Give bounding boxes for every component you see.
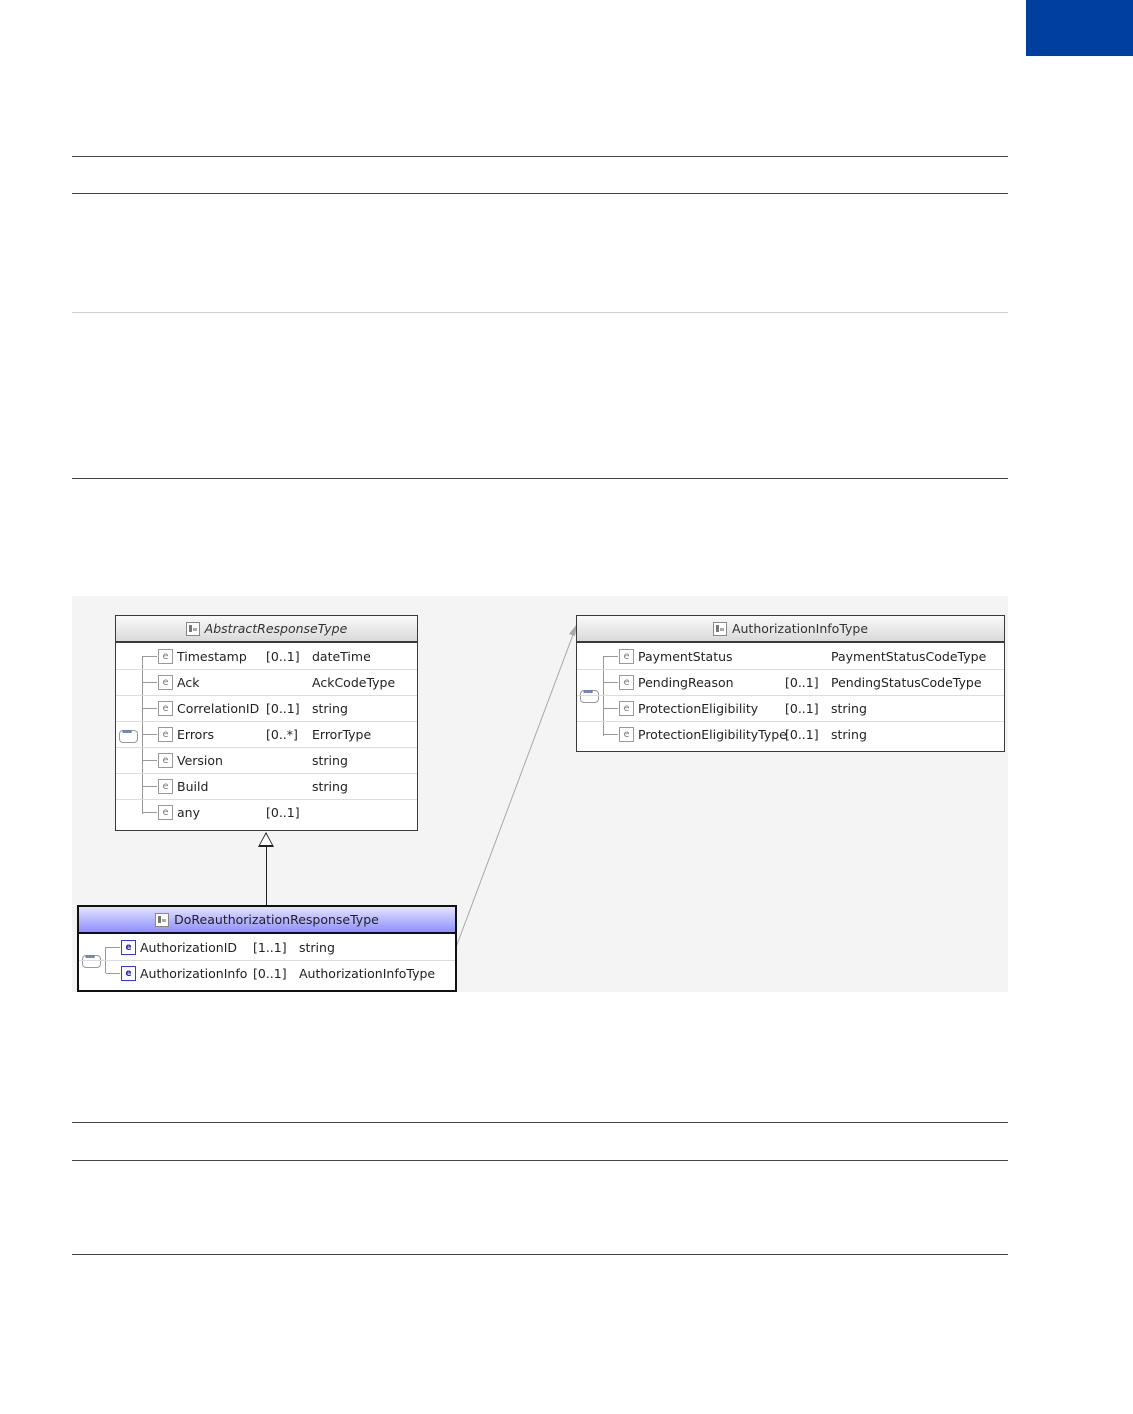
element-name: CorrelationID (177, 701, 260, 716)
table-rule-top-2 (72, 1122, 1008, 1123)
do-reauthorization-response-type-header (79, 907, 455, 934)
element-type: AuthorizationInfoType (299, 966, 436, 981)
table-rule-bottom-2 (72, 1254, 1008, 1255)
complex-type-icon (713, 622, 727, 636)
abstract-row-any[interactable] (116, 799, 417, 825)
table-rule-header (72, 193, 1008, 194)
info-row-pendingreason[interactable] (577, 669, 1004, 696)
element-type: string (312, 779, 348, 794)
element-type: string (312, 753, 348, 768)
info-row-protectioneligibilitytype[interactable] (577, 721, 1004, 747)
element-icon: e (619, 649, 634, 664)
authorization-info-type-title: AuthorizationInfoType (731, 621, 869, 636)
element-name: ProtectionEligibilityType (638, 727, 787, 742)
authorization-info-type-box[interactable] (576, 615, 1005, 752)
element-name: ProtectionEligibility (638, 701, 759, 716)
complex-type-icon (186, 622, 200, 636)
wildcard-element-icon: e (158, 805, 173, 820)
element-type: string (299, 940, 335, 955)
table-rule-row (72, 312, 1008, 313)
abstract-response-type-header (116, 616, 417, 643)
element-icon: e (619, 675, 634, 690)
element-icon: e (158, 779, 173, 794)
element-name: Errors (177, 727, 214, 742)
do-reauthorization-response-type-title: DoReauthorizationResponseType (174, 912, 379, 927)
element-cardinality: [0..1] (785, 727, 819, 742)
element-icon: e (158, 753, 173, 768)
element-icon: e (158, 701, 173, 716)
inheritance-arrow-icon (258, 832, 274, 847)
element-icon: e (158, 675, 173, 690)
element-icon: e (158, 649, 173, 664)
element-type: AckCodeType (312, 675, 396, 690)
element-type: PaymentStatusCodeType (831, 649, 987, 664)
table-rule-bottom (72, 478, 1008, 479)
table-rule-top (72, 156, 1008, 157)
element-type: string (312, 701, 348, 716)
schema-diagram (72, 596, 1008, 992)
element-cardinality: [0..1] (785, 701, 819, 716)
abstract-row-ack[interactable] (116, 669, 417, 696)
abstract-response-type-box[interactable] (115, 615, 418, 831)
abstract-row-build[interactable] (116, 773, 417, 800)
abstract-response-type-title: AbstractResponseType (204, 621, 348, 636)
element-name: any (177, 805, 200, 820)
response-row-authorizationid[interactable] (79, 934, 455, 961)
info-row-paymentstatus[interactable] (577, 643, 1004, 670)
authorization-info-type-header (577, 616, 1004, 643)
element-cardinality: [0..1] (253, 966, 287, 981)
element-icon: e (121, 940, 136, 955)
element-name: AuthorizationID (140, 940, 238, 955)
element-name: Timestamp (177, 649, 247, 664)
element-cardinality: [0..1] (266, 701, 300, 716)
element-cardinality: [0..1] (785, 675, 819, 690)
table-rule-header-2 (72, 1160, 1008, 1161)
element-icon: e (619, 727, 634, 742)
abstract-row-version[interactable] (116, 747, 417, 774)
abstract-row-timestamp[interactable] (116, 643, 417, 670)
info-row-protectioneligibility[interactable] (577, 695, 1004, 722)
element-cardinality: [0..1] (266, 805, 300, 820)
element-cardinality: [0..*] (266, 727, 298, 742)
element-type: dateTime (312, 649, 371, 664)
element-icon: e (619, 701, 634, 716)
element-name: AuthorizationInfo (140, 966, 248, 981)
element-name: Version (177, 753, 223, 768)
element-name: Ack (177, 675, 200, 690)
abstract-row-correlationid[interactable] (116, 695, 417, 722)
element-name: PaymentStatus (638, 649, 733, 664)
element-reference-icon: e (121, 966, 136, 981)
element-name: PendingReason (638, 675, 734, 690)
response-row-authorizationinfo[interactable] (79, 960, 455, 986)
chapter-tab (1026, 0, 1133, 56)
element-type: string (831, 701, 867, 716)
do-reauthorization-response-type-box[interactable] (77, 905, 457, 992)
complex-type-icon (155, 913, 169, 927)
element-name: Build (177, 779, 209, 794)
element-cardinality: [0..1] (266, 649, 300, 664)
element-icon: e (158, 727, 173, 742)
abstract-row-errors[interactable] (116, 721, 417, 748)
element-type: ErrorType (312, 727, 372, 742)
element-cardinality: [1..1] (253, 940, 287, 955)
element-type: PendingStatusCodeType (831, 675, 982, 690)
element-type: string (831, 727, 867, 742)
